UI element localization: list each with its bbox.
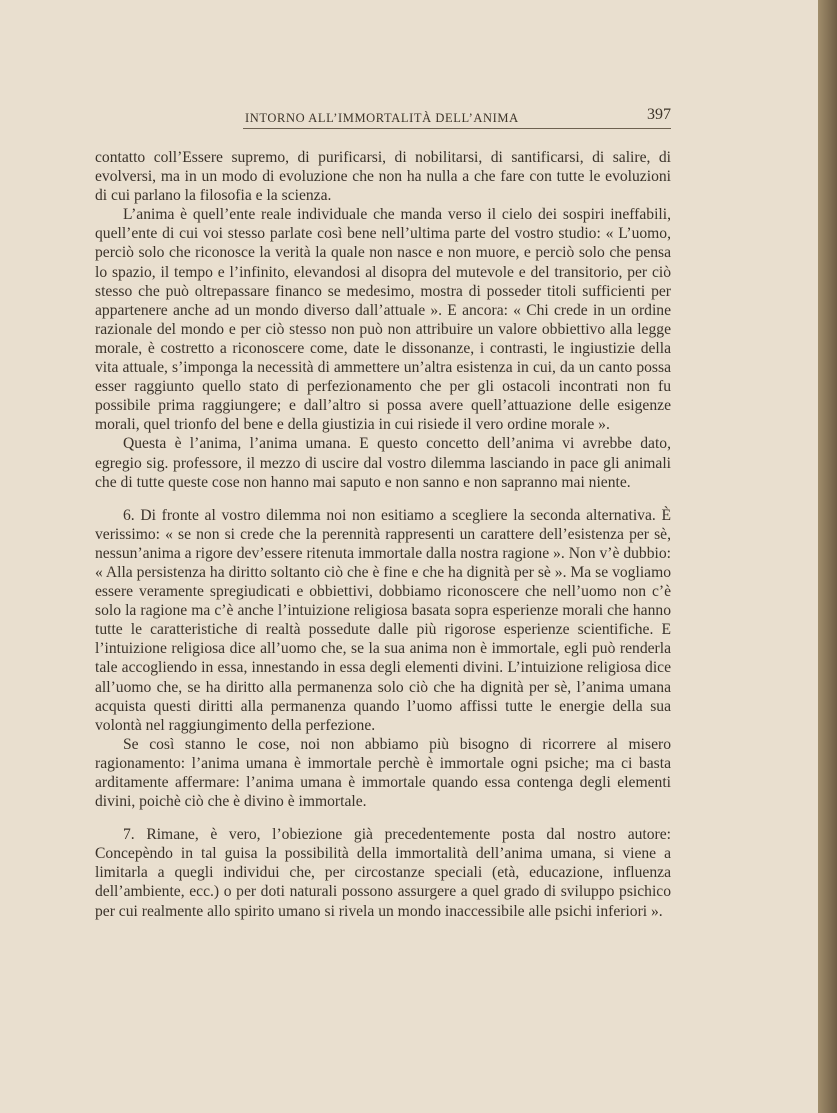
page-edge	[818, 0, 837, 1113]
paragraph-continuation: contatto coll’Essere supremo, di purificarsi, di nobilitarsi, di santificarsi, di salire, di evolversi, ma in un modo di evoluzione che non ha nulla a che fare con tutte le evoluzioni di cui parlano la filosofia e la scienza.	[95, 149, 671, 205]
section-6-paragraph: 6. Di fronte al vostro dilemma noi non esitiamo a scegliere la seconda alternativa. È verissimo: « se non si crede che la perennità rappresenti un carattere dell’esistenza per sè, nessun’anima a rigore dev’essere ritenuta immortale dalla nostra ragione ». Non v’è dubbio: « Alla persistenza ha diritto soltanto ciò che è fine e che ha dignità per sè ». Ma se vogliamo essere veramente spregiudicati e obbiettivi, dobbiamo riconoscere che nell’uomo non c’è solo la ragione ma c’è anche l’intuizione religiosa basata sopra esperienze morali che hanno tutte le caratteristiche di realtà possedute dalle più rigorose esperienze scientifiche. E l’intuizione religiosa dice all’uomo che, se la sua anima non è immortale, egli può renderla tale accogliendo in essa, innestando in essa degli elementi divini. L’intuizione religiosa dice all’uomo che, se ha diritto alla permanenza solo ciò che ha dignità per sè, l’anima umana acquista questi diritti alla permanenza quando l’uomo affissi tutte le energie della sua volontà nel raggiungimento della perfezione.	[95, 506, 671, 734]
header-rule	[243, 128, 671, 129]
paragraph-conclusion: Se così stanno le cose, noi non abbiamo più bisogno di ricorrere al misero ragionamento: l’anima umana è immortale perchè è immortale ogni psiche; ma ci basta arditamente affermare: l’anima umana è immortale quando essa contenga degli elementi divini, poichè ciò che è divino è immortale.	[95, 735, 671, 811]
paragraph-anima-umana: Questa è l’anima, l’anima umana. E questo concetto dell’anima vi avrebbe dato, egregio sig. professore, il mezzo di uscire dal vostro dilemma lasciando in pace gli animali che di tutte queste cose non hanno mai saputo e non sanno e non sapranno mai niente.	[95, 435, 671, 491]
section-7-paragraph: 7. Rimane, è vero, l’obiezione già precedentemente posta dal nostro autore: Concepèndo in tal guisa la possibilità della immortalità dell’anima umana, si viene a limitarla a quegli individui che, per circostanze speciali (età, educazione, influenza dell’ambiente, ecc.) o per doti naturali possono assurgere a quel grado di sviluppo psichico per cui realmente allo spirito umano si rivela un mondo inaccessibile alle psichi inferiori ».	[95, 826, 671, 920]
paragraph-anima-definition: L’anima è quell’ente reale individuale che manda verso il cielo dei sospiri ineffabili, quell’ente di cui voi stesso parlate così bene nell’ultima parte del vostro studio: « L’uomo, perciò solo che riconosce la verità la quale non nasce e non muore, e perciò solo che pensa lo spazio, il tempo e l’infinito, elevandosi al disopra del mutevole e del transitorio, per ciò stesso che può oltrepassare financo se medesimo, mostra di posseder titoli sufficienti per appartenere anche ad un mondo diverso dall’attuale ». E ancora: « Chi crede in un ordine razionale del mondo e per ciò stesso non può non attribuire un valore obbiettivo alla legge morale, è costretto a riconoscere come, date le dissonanze, i contrasti, le ingiustizie della vita attuale, s’imponga la necessità di ammettere un’altra esistenza in cui, da un canto possa esser raggiunto quello stato di perfezionamento che per gli ostacoli incontrati non fu possibile prima raggiungere; e dall’altro si possa avere quell’attuazione delle esigenze morali, quel trionfo del bene e della giustizia in cui risiede il vero ordine morale ».	[95, 206, 671, 434]
running-title: INTORNO ALL’IMMORTALITÀ DELL’ANIMA	[245, 111, 519, 125]
page-body	[95, 148, 671, 921]
page-number: 397	[647, 106, 671, 123]
